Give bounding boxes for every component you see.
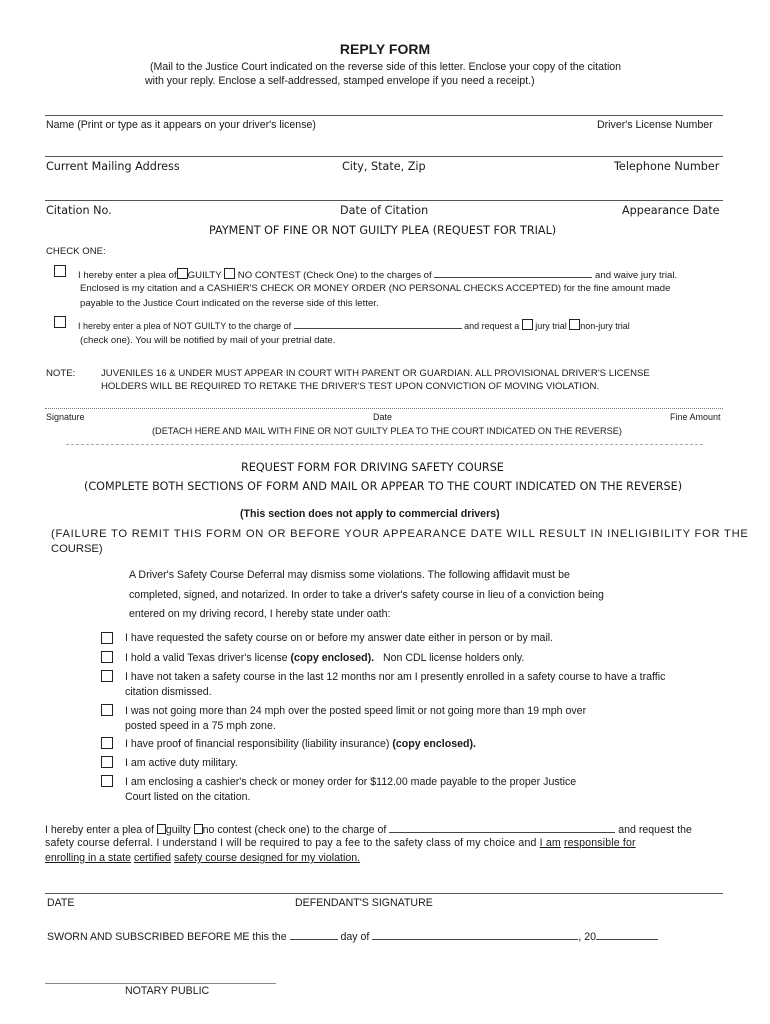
course-plea-text-c: and request the [618, 824, 692, 836]
notary-signature-line[interactable] [45, 983, 276, 984]
sworn-year-field[interactable] [596, 929, 658, 940]
fine-amount-label: Fine Amount [670, 412, 721, 422]
affidavit-item-5-text: I have proof of financial responsibility (liability insurance) [125, 738, 393, 750]
defendant-signature-label: DEFENDANT'S SIGNATURE [295, 897, 433, 909]
failure-line1: (FAILURE TO REMIT THIS FORM ON OR BEFORE YOUR APPEARANCE DATE WILL RESULT IN INELIGIBILITY FOR THE [51, 528, 749, 540]
appearance-date-label: Appearance Date [622, 204, 720, 217]
affidavit-item-7-line2: Court listed on the citation. [125, 791, 251, 803]
affidavit-line3: entered on my driving record, I hereby state under oath: [129, 608, 391, 620]
plea-guilty-option-checkbox[interactable] [54, 265, 66, 277]
guilty-label: GUILTY [187, 270, 222, 281]
affidavit-item-5 [125, 738, 476, 750]
address-label: Current Mailing Address [46, 160, 180, 173]
non-jury-trial-label: non-jury trial [580, 321, 630, 331]
affidavit-item-2-text: I hold a valid Texas driver's license [125, 652, 291, 664]
affidavit-item-5-bold: (copy enclosed). [392, 738, 476, 750]
affidavit-item-2-bold: (copy enclosed). [290, 652, 375, 664]
option1-line3: payable to the Justice Court indicated on the reverse side of this letter. [80, 298, 379, 309]
affidavit-item-7-line1: I am enclosing a cashier's check or money order for $112.00 made payable to the proper Justice [125, 776, 577, 788]
sworn-day-field[interactable] [290, 929, 338, 940]
option1-line2: Enclosed is my citation and a CASHIER'S CHECK OR MONEY ORDER (NO PERSONAL CHECKS ACCEPTED) for the fine amount made [80, 283, 671, 294]
affidavit-checkbox-1[interactable] [101, 632, 113, 644]
affidavit-checkbox-7[interactable] [101, 775, 113, 787]
option2-text-a: I hereby enter a plea of NOT GUILTY to the charge of [78, 321, 292, 331]
affidavit-item-4-line1: I was not going more than 24 mph over the posted speed limit or not going more than 19 mph over [125, 705, 587, 717]
notary-public-label: NOTARY PUBLIC [125, 985, 210, 997]
option1-text-b: NO CONTEST (Check One) to the charges of [237, 270, 432, 281]
course-subtitle: (COMPLETE BOTH SECTIONS OF FORM AND MAIL OR APPEAR TO THE COURT INDICATED ON THE REVERSE) [84, 480, 683, 493]
sworn-text-a: SWORN AND SUBSCRIBED BEFORE ME this the [47, 931, 287, 943]
option2-text-b: and request a [464, 321, 520, 331]
license-label: Driver's License Number [597, 119, 713, 131]
detach-instruction: (DETACH HERE AND MAIL WITH FINE OR NOT GUILTY PLEA TO THE COURT INDICATED ON THE REVERSE) [152, 426, 622, 436]
option1-text-c: and waive jury trial. [595, 270, 678, 281]
reply-intro-line2: with your reply. Enclose a self-addressed, stamped envelope if you need a receipt.) [145, 75, 535, 87]
course-plea-line2 [45, 837, 636, 849]
payment-heading: PAYMENT OF FINE OR NOT GUILTY PLEA (REQUEST FOR TRIAL) [209, 224, 557, 237]
course-guilty-label: guilty [165, 824, 194, 836]
affidavit-item-4-line2: posted speed in a 75 mph zone. [125, 720, 276, 732]
jury-trial-checkbox[interactable] [522, 319, 533, 330]
course-plea-responsible: responsible for [563, 837, 636, 849]
name-field-line[interactable] [45, 115, 723, 116]
course-plea-text-b: no contest (check one) to the charge of [202, 824, 387, 836]
affidavit-line2: completed, signed, and notarized. In order to take a driver's safety course in lieu of a conviction being [129, 589, 604, 601]
sworn-text-b: day of [340, 931, 370, 943]
affidavit-item-2-after: Non CDL license holders only. [374, 652, 525, 664]
citation-field-line[interactable] [45, 200, 723, 201]
guilty-checkbox[interactable] [177, 268, 188, 279]
reply-date-label: Date [373, 412, 393, 422]
course-title: REQUEST FORM FOR DRIVING SAFETY COURSE [241, 461, 504, 474]
non-jury-trial-checkbox[interactable] [569, 319, 580, 330]
course-date-label: DATE [47, 897, 75, 909]
sworn-line [47, 929, 658, 943]
course-plea-certified: certified [133, 852, 172, 864]
city-label: City, State, Zip [342, 160, 426, 173]
course-plea-line3-c: safety course designed for my violation. [173, 852, 361, 864]
commercial-notice: (This section does not apply to commercial drivers) [240, 508, 500, 520]
detach-cut-line [66, 444, 703, 445]
course-plea-i-am: I am [539, 837, 561, 849]
signature-line[interactable] [45, 408, 723, 409]
affidavit-checkbox-5[interactable] [101, 737, 113, 749]
reply-form-title: REPLY FORM [339, 41, 431, 57]
course-plea-line3-a: enrolling in a state [45, 852, 131, 864]
course-plea-line2-text: safety course deferral. I understand I will be required to pay a fee to the safety class of my choice and [45, 837, 537, 849]
phone-label: Telephone Number [614, 160, 720, 173]
course-plea-line3 [45, 852, 360, 864]
affidavit-checkbox-4[interactable] [101, 704, 113, 716]
charges-field[interactable] [434, 267, 592, 278]
affidavit-item-3-line1: I have not taken a safety course in the last 12 months nor am I presently enrolled in a safety course to have a traffic [125, 671, 666, 683]
citation-date-label: Date of Citation [340, 204, 429, 217]
signature-label: Signature [46, 412, 85, 422]
note-line1: JUVENILES 16 & UNDER MUST APPEAR IN COURT WITH PARENT OR GUARDIAN. ALL PROVISIONAL DRIVER'S LICENSE [101, 368, 650, 379]
no-contest-checkbox[interactable] [224, 268, 235, 279]
plea-not-guilty-option-checkbox[interactable] [54, 316, 66, 328]
affidavit-line1: A Driver's Safety Course Deferral may dismiss some violations. The following affidavit must be [129, 569, 570, 581]
course-guilty-checkbox[interactable] [157, 824, 166, 834]
check-one-label: CHECK ONE: [46, 246, 106, 257]
option1-text-a: I hereby enter a plea of [78, 270, 177, 281]
course-no-contest-checkbox[interactable] [194, 824, 203, 834]
affidavit-item-1: I have requested the safety course on or before my answer date either in person or by mail. [125, 632, 554, 644]
jury-trial-label: jury trial [535, 321, 567, 331]
option2-line1 [78, 318, 630, 331]
sworn-text-c: , 20 [578, 931, 596, 943]
defendant-signature-line[interactable] [45, 893, 723, 894]
address-field-line[interactable] [45, 156, 723, 157]
failure-line2: COURSE) [51, 543, 103, 555]
sworn-month-field[interactable] [372, 929, 578, 940]
affidavit-checkbox-3[interactable] [101, 670, 113, 682]
course-plea-line1 [45, 822, 692, 836]
affidavit-item-2 [125, 652, 524, 664]
not-guilty-charge-field[interactable] [294, 318, 462, 329]
note-line2: HOLDERS WILL BE REQUIRED TO RETAKE THE DRIVER'S TEST UPON CONVICTION OF MOVING VIOLATION. [101, 381, 600, 392]
note-label: NOTE: [46, 368, 76, 379]
name-label: Name (Print or type as it appears on your driver's license) [46, 119, 316, 131]
course-charge-field[interactable] [389, 822, 615, 833]
course-plea-text-a: I hereby enter a plea of [45, 824, 157, 836]
citation-label: Citation No. [46, 204, 112, 217]
option1-line1 [78, 267, 677, 281]
reply-intro-line1: (Mail to the Justice Court indicated on the reverse side of this letter. Enclose your copy of the citation [150, 61, 622, 73]
affidavit-item-3-line2: citation dismissed. [125, 686, 212, 698]
affidavit-checkbox-2[interactable] [101, 651, 113, 663]
affidavit-checkbox-6[interactable] [101, 756, 113, 768]
affidavit-item-6: I am active duty military. [125, 757, 238, 769]
option2-line2: (check one). You will be notified by mail of your pretrial date. [80, 335, 336, 346]
